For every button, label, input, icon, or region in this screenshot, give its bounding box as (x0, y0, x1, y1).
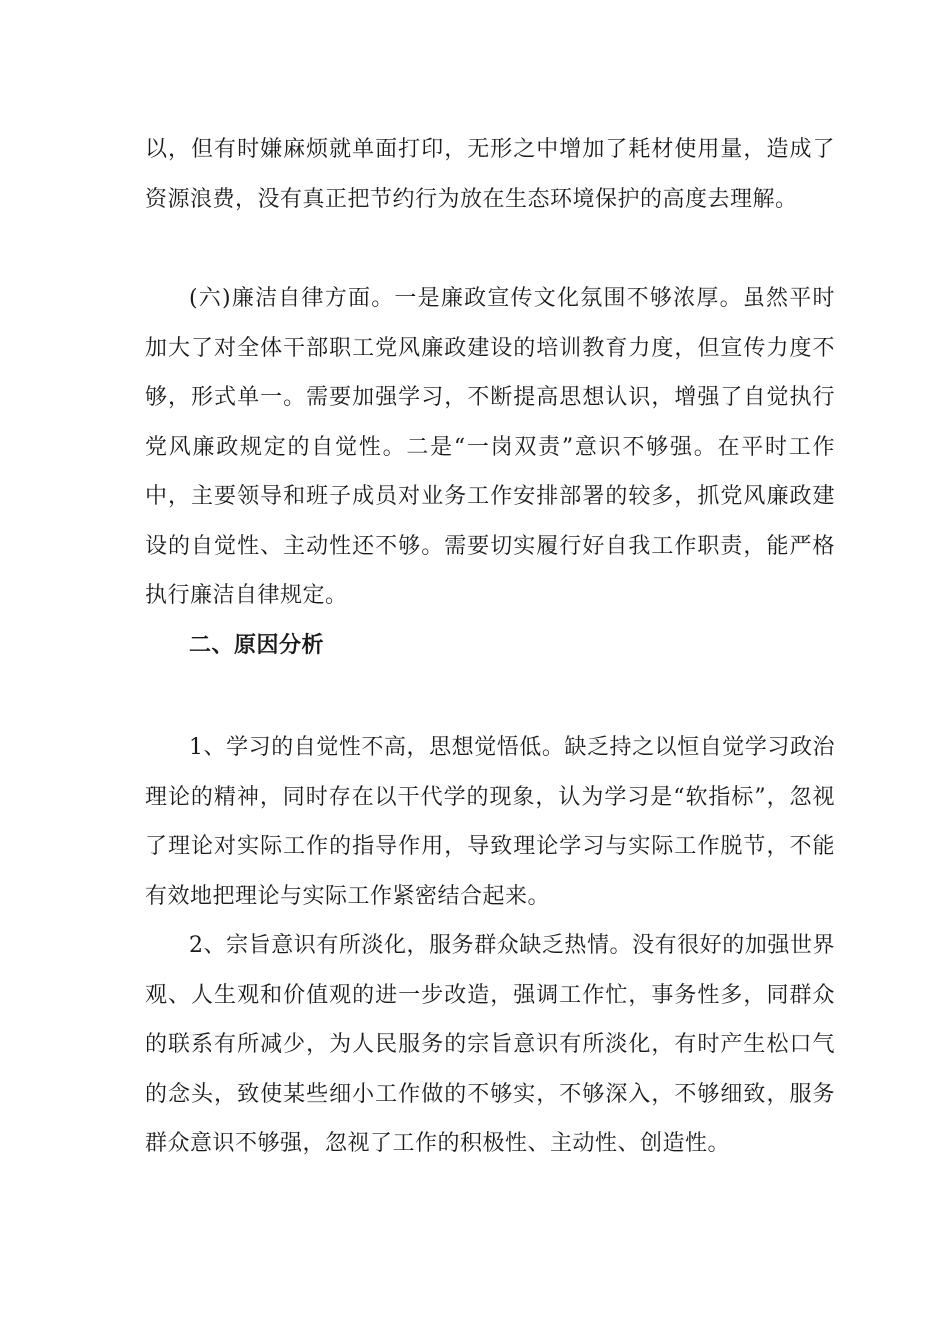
paragraph-continuation: 以，但有时嫌麻烦就单面打印，无形之中增加了耗材使用量，造成了资源浪费，没有真正把节约行为放在生态环境保护的高度去理解。 (145, 137, 835, 212)
document-page (145, 125, 835, 1169)
paragraph-cause-1: 1、学习的自觉性不高，思想觉悟低。缺乏持之以恒自觉学习政治理论的精神，同时存在以干代学的现象，认为学习是“软指标”，忽视了理论对实际工作的指导作用，导致理论学习与实际工作脱节，不能有效地把理论与实际工作紧密结合起来。 (145, 735, 835, 909)
paragraph-integrity-self-discipline: (六)廉洁自律方面。一是廉政宣传文化氛围不够浓厚。虽然平时加大了对全体干部职工党风廉政建设的培训教育力度，但宣传力度不够，形式单一。需要加强学习，不断提高思想认识，增强了自觉执行党风廉政规定的自觉性。二是“一岗双责”意识不够强。在平时工作中，主要领导和班子成员对业务工作安排部署的较多，抓党风廉政建设的自觉性、主动性还不够。需要切实履行好自我工作职责，能严格执行廉洁自律规定。 (145, 286, 835, 608)
paragraph-cause-2: 2、宗旨意识有所淡化，服务群众缺乏热情。没有很好的加强世界观、人生观和价值观的进一步改造，强调工作忙，事务性多，同群众的联系有所减少，为人民服务的宗旨意识有所淡化，有时产生松口气的念头，致使某些细小工作做的不够实，不够深入，不够细致，服务群众意识不够强，忽视了工作的积极性、主动性、创造性。 (145, 933, 835, 1156)
section-heading-cause-analysis: 二、原因分析 (189, 631, 325, 658)
